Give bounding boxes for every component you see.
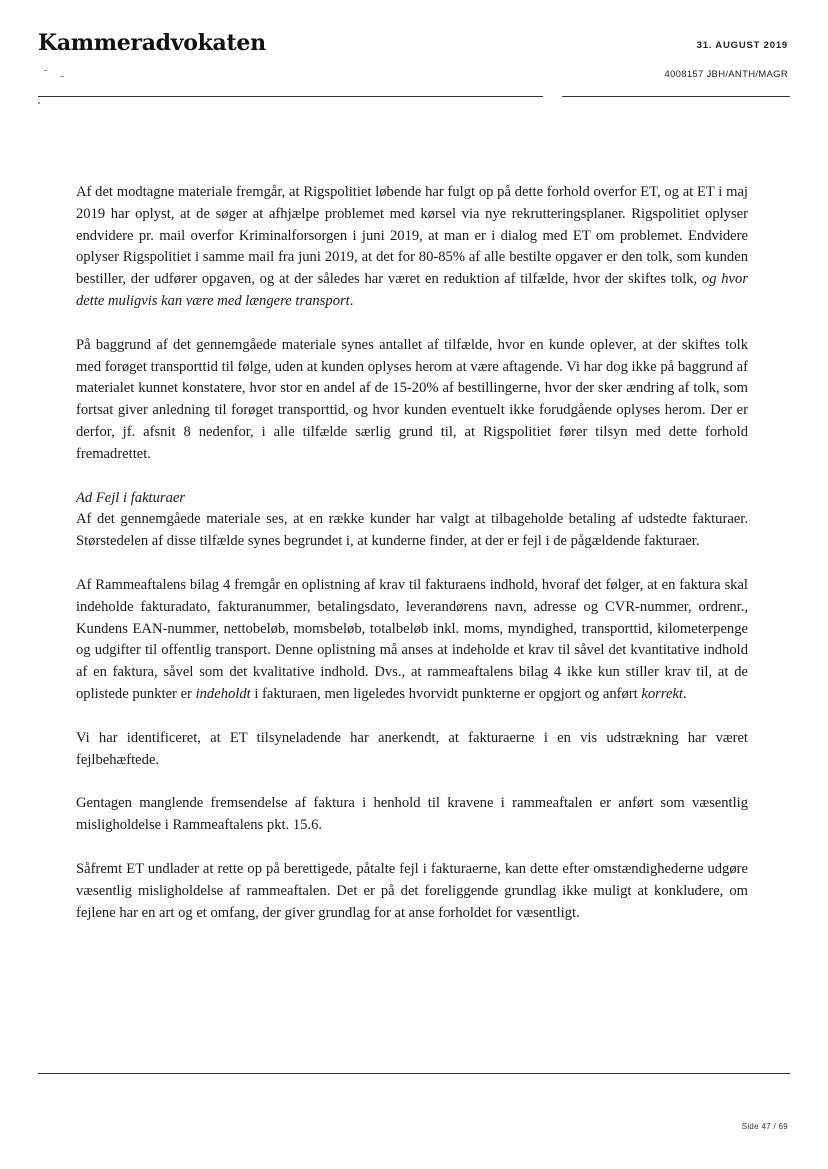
section-heading: Ad Fejl i fakturaer xyxy=(76,489,186,506)
paragraph: Gentagen manglende fremsendelse af faktura i henhold til kravene i rammeaftalen er anført som væsentlig misligholdelse i Rammeaftalens pkt. 15.6. xyxy=(76,795,748,834)
document-date: 31. AUGUST 2019 xyxy=(696,40,788,51)
document-body xyxy=(76,182,748,946)
header-rule-right xyxy=(562,96,790,97)
paragraph: Vi har identificeret, at ET tilsyneladende har anerkendt, at fakturaerne i en vis udstrækning har været fejlbehæftede. xyxy=(76,729,748,768)
paragraph: Af Rammeaftalens bilag 4 fremgår en oplistning af krav til fakturaens indhold, hvoraf det følger, at en faktura skal indeholde fakturadato, fakturanummer, betalingsdato, leverandørens navn, adresse og CVR-nummer, ordrenr., Kundens EAN-nummer, nettobeløb, momsbeløb, totalbeløb inkl. moms, myndighed, transporttid, kilometerpenge og udgifter til offentlig transport. Denne oplistning må anses at indeholde et krav til såvel det kvantitative indhold af en faktura, såvel som det kvalitative indhold. Dvs., at rammeaftalens bilag 4 ikke kun stiller krav til, at de oplistede punkter er indeholdt i fakturaen, men ligeledes hvorvidt punkterne er opgjort og anført korrekt. xyxy=(76,576,748,702)
paragraph: På baggrund af det gennemgåede materiale synes antallet af tilfælde, hvor en kunde oplever, at der skiftes tolk med forøget transporttid til følge, uden at kunden oplyses herom at være aftagende. Vi har dog ikke på baggrund af materialet kunnet konstatere, hvor stor en andel af de 15-20% af bestillingerne, hvor der sker ændring af tolk, som fortsat giver anledning til forøget transporttid, og hvor kunden eventuelt ikke forudgående oplyses herom. Der er derfor, jf. afsnit 8 nedenfor, i alle tilfælde særlig grund til, at Rigspolitiet fører tilsyn med dette forhold fremadrettet. xyxy=(76,336,748,462)
scan-speck xyxy=(44,70,47,71)
scan-speck xyxy=(38,102,40,104)
document-reference: 4008157 JBH/ANTH/MAGR xyxy=(664,69,788,80)
paragraph: Såfremt ET undlader at rette op på berettigede, påtalte fejl i fakturaerne, kan dette efter omstændighederne udgøre væsentlig misligholdelse af rammeaftalen. Det er på det foreliggende grundlag ikke muligt at konkludere, om fejlene har en art og et omfang, der giver grundlag for at anse forholdet for væsentligt. xyxy=(76,860,748,921)
page-number: Side 47 / 69 xyxy=(741,1122,788,1131)
scan-speck xyxy=(60,76,64,77)
footer-rule xyxy=(38,1073,790,1074)
paragraph: Af det modtagne materiale fremgår, at Rigspolitiet løbende har fulgt op på dette forhold overfor ET, og at ET i maj 2019 har oplyst, at de søger at afhjælpe problemet med kørsel via nye rekrutteringsplaner. Rigspolitiet oplyser endvidere pr. mail overfor Kriminalforsorgen i juni 2019, at man er i dialog med ET om problemet. Endvidere oplyser Rigspolitiet i samme mail fra juni 2019, at det for 80-85% af alle bestilte opgaver er den tolk, som kunden bestiller, der udfører opgaven, og at der således har været en reduktion af tilfælde, hvor der skiftes tolk, og hvor dette muligvis kan være med længere transport. xyxy=(76,184,748,309)
kammeradvokaten-logo: Kammeradvokaten xyxy=(38,30,266,56)
paragraph: Af det gennemgåede materiale ses, at en række kunder har valgt at tilbageholde betaling af udstedte fakturaer. Størstedelen af disse tilfælde synes begrundet i, at kunderne finder, at der er fejl i de pågældende fakturaer. xyxy=(76,511,748,550)
header-rule-left xyxy=(38,96,543,97)
